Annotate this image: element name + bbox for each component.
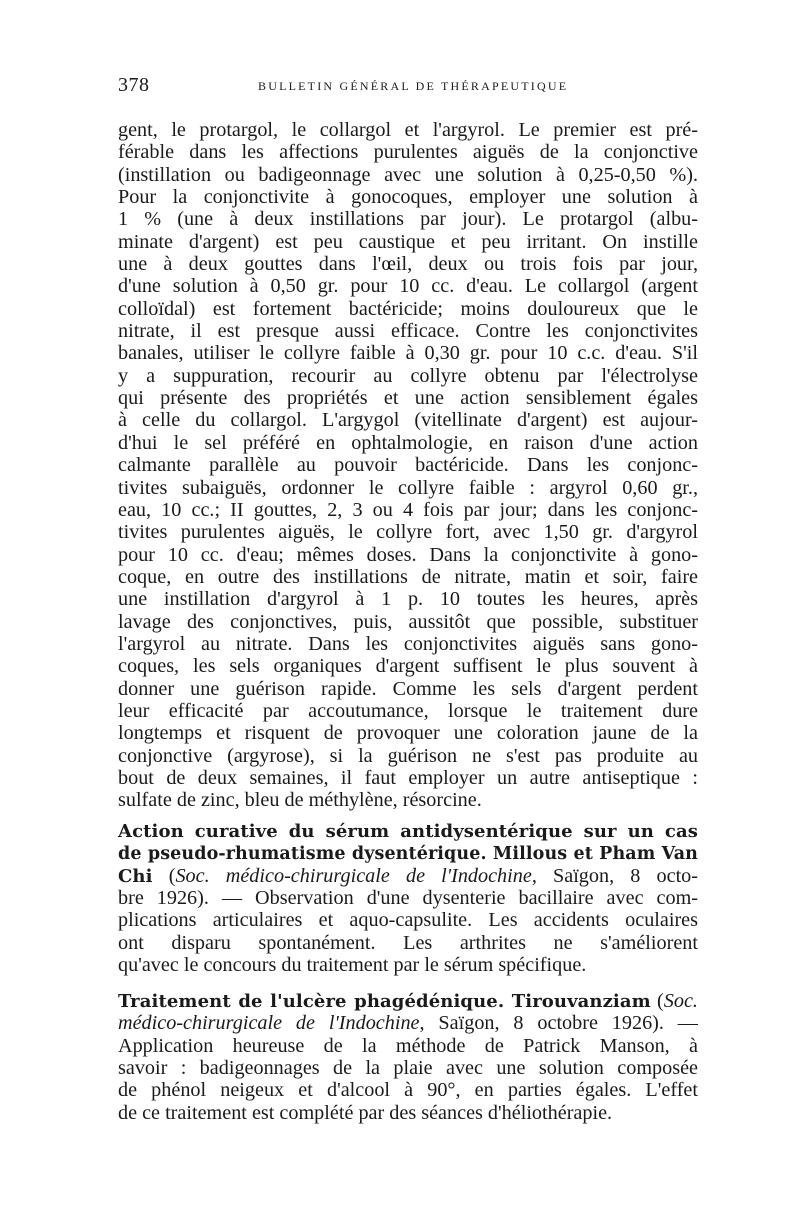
paragraph-line: pour 10 cc. d'eau; mêmes doses. Dans la conjonctivite à gono- xyxy=(118,543,698,566)
paragraph-line: y a suppuration, recourir au collyre obtenu par l'électrolyse xyxy=(118,364,698,387)
page-number: 378 xyxy=(118,74,150,96)
paragraph-line: 1 % (une à deux instillations par jour). Le protargol (albu- xyxy=(118,208,698,231)
paragraph-line: donner une guérison rapide. Comme les sels d'argent perdent xyxy=(118,677,698,700)
paragraph-line: lavage des conjonctives, puis, aussitôt que possible, substituer xyxy=(118,610,698,633)
paragraph-line: tivites subaiguës, ordonner le collyre faible : argyrol 0,60 gr., xyxy=(118,476,698,499)
entry1-title-part-1: Action curative du sérum antidysentérique sur un cas xyxy=(118,821,698,842)
paragraph-line: (instillation ou badigeonnage avec une solution à 0,25-0,50 %). xyxy=(118,163,698,186)
paragraph-line: à celle du collargol. L'argygol (vitellinate d'argent) est aujour- xyxy=(118,409,698,432)
paragraph-line: bout de deux semaines, il faut employer un autre antiseptique : xyxy=(118,766,698,789)
paragraph-line: Pour la conjonctivite à gonocoques, employer une solution à xyxy=(118,186,698,209)
abstract-entry-ulcère-phagédénique xyxy=(118,990,698,1124)
entry1-source-line xyxy=(118,865,698,887)
paragraph-line: coques, les sels organiques d'argent suffisent le plus souvent à xyxy=(118,655,698,678)
paragraph-line: banales, utiliser le collyre faible à 0,30 gr. pour 10 c.c. d'eau. S'il xyxy=(118,342,698,365)
running-head: BULLETIN GÉNÉRAL DE THÉRAPEUTIQUE xyxy=(258,79,569,93)
entry2-title: Traitement de l'ulcère phagédénique. Tirouvanziam xyxy=(118,991,651,1012)
abstract-entry-sérum-antidysentérique xyxy=(118,820,698,976)
paragraph-line: une à deux gouttes dans l'œil, deux ou trois fois par jour, xyxy=(118,253,698,276)
entry1-journal: Soc. médico-chirurgicale de l'Indochine xyxy=(175,864,532,887)
entry1-text-line: qu'avec le concours du traitement par le sérum spécifique. xyxy=(118,954,587,977)
paragraph-line: longtemps et risquent de provoquer une coloration jaune de la xyxy=(118,722,698,745)
paragraph-line: coque, en outre des instillations de nitrate, matin et soir, faire xyxy=(118,565,698,588)
paragraph-line: tivites purulentes aiguës, le collyre fort, avec 1,50 gr. d'argyrol xyxy=(118,521,698,544)
paragraph-line: calmante parallèle au pouvoir bactéricide. Dans les conjonc- xyxy=(118,454,698,477)
entry2-journal-rest: médico-chirurgicale de l'Indochine xyxy=(118,1012,420,1035)
paragraph-line: conjonctive (argyrose), si la guérison ne s'est pas produite au xyxy=(118,744,698,767)
entry1-place-date: , Saïgon, 8 octo- xyxy=(531,864,698,887)
paragraph-line: gent, le protargol, le collargol et l'argyrol. Le premier est pré- xyxy=(118,119,698,141)
paragraph-line: l'argyrol au nitrate. Dans les conjonctivites aiguës sans gono- xyxy=(118,632,698,655)
entry1-text-line: bre 1926). — Observation d'une dysenterie bacillaire avec com- xyxy=(118,887,698,910)
paragraph-line: une instillation d'argyrol à 1 p. 10 toutes les heures, après xyxy=(118,588,698,611)
paragraph-line: d'une solution à 0,50 gr. pour 10 cc. d'eau. Le collargol (argent xyxy=(118,275,698,298)
entry2-text-line: de phénol neigeux et d'alcool à 90°, en parties égales. L'effet xyxy=(118,1079,698,1102)
paragraph-line: colloïdal) est fortement bactéricide; moins douloureux que le xyxy=(118,297,698,320)
paragraph-line: leur efficacité par accoutumance, lorsque le traitement dure xyxy=(118,699,698,722)
entry1-title-part-2: de pseudo-rhumatisme dysentérique. Millous et Pham Van xyxy=(118,844,698,865)
entry1-text-line: plications articulaires et aquo-capsulite. Les accidents oculaires xyxy=(118,909,698,932)
paragraph-line: eau, 10 cc.; II gouttes, 2, 3 ou 4 fois par jour; dans les conjonc- xyxy=(118,498,698,521)
entry2-text-line: Application heureuse de la méthode de Patrick Manson, à xyxy=(118,1034,698,1057)
entry1-author-tail: Chi xyxy=(118,865,153,887)
entry2-title-line xyxy=(118,990,698,1012)
entry2-place-date: , Saïgon, 8 octobre 1926). — xyxy=(419,1012,698,1035)
entry2-text-line: de ce traitement est complété par des séances d'héliothérapie. xyxy=(118,1101,613,1124)
entry1-title-line-2 xyxy=(118,842,698,864)
paragraph-line: qui présente des propriétés et une action sensiblement égales xyxy=(118,387,698,410)
entry2-journal-start: Soc. xyxy=(663,990,698,1012)
entry2-text-line: savoir : badigeonnages de la plaie avec une solution composée xyxy=(118,1057,698,1080)
paragraph-line: minate d'argent) est peu caustique et peu irritant. On instille xyxy=(118,230,698,253)
paragraph-line: d'hui le sel préféré en ophtalmologie, en raison d'une action xyxy=(118,431,698,454)
paragraph-argyrol-treatment xyxy=(118,119,698,812)
paragraph-line: férable dans les affections purulentes aiguës de la conjonctive xyxy=(118,141,698,164)
entry1-text-line: ont disparu spontanément. Les arthrites ne s'améliorent xyxy=(118,931,698,954)
entry2-paren: ( xyxy=(650,990,664,1012)
entry1-paren: ( xyxy=(152,864,176,887)
paragraph-line: nitrate, il est presque aussi efficace. Contre les conjonctivites xyxy=(118,320,698,343)
entry1-title-line-1 xyxy=(118,820,698,842)
paragraph-line: sulfate de zinc, bleu de méthylène, résorcine. xyxy=(118,789,482,812)
entry2-source-line xyxy=(118,1012,698,1034)
